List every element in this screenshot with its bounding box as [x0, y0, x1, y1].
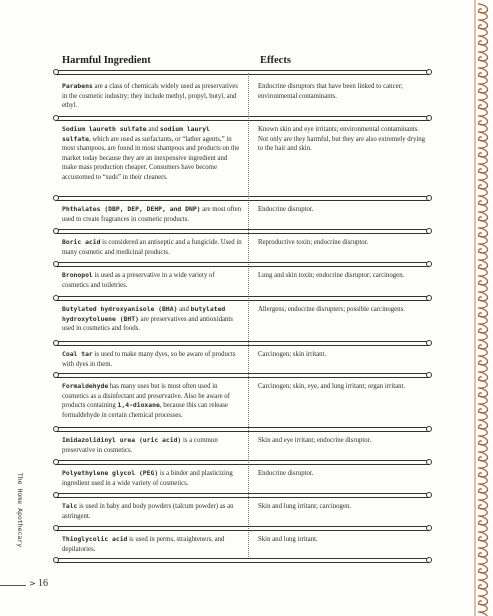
effect-cell: Carcinogen; skin irritant. [258, 351, 327, 358]
column-divider [248, 73, 249, 557]
effect-cell: Known skin and eye irritants; environmental contaminants. Not only are they harmful, but they are also extremely drying to the hair and skin. [258, 126, 426, 153]
row-rule [56, 526, 429, 531]
ingredient-cell: Polyethylene glycol (PEG) is a binder and plasticizing ingredient used in a wide variety of cosmetics. [62, 469, 233, 487]
header-ingredient: Harmful Ingredient [62, 55, 151, 66]
effect-cell: Reproductive toxin; endocrine disruptor. [258, 239, 369, 246]
row-rule [56, 341, 429, 346]
ingredient-cell: Coal tar is used to make many dyes, so be aware of products with dyes in them. [62, 350, 236, 368]
ingredient-cell: Imidazolidinyl urea (uric acid) is a common preservative in cosmetics. [62, 436, 218, 454]
effect-cell: Skin and lung irritant; carcinogen. [258, 503, 352, 510]
row-rule [56, 558, 429, 563]
row-rule [56, 196, 429, 201]
effect-cell: Skin and eye irritant; endocrine disruptor. [258, 437, 372, 444]
row-rule [56, 116, 429, 121]
row-rule [56, 373, 429, 378]
decorative-border [471, 0, 493, 616]
running-title: The Home Apothecary [16, 472, 24, 547]
row-rule [56, 493, 429, 498]
row-rule [56, 427, 429, 432]
ingredient-cell: Talc is used in baby and body powders (talcum powder) as an astringent. [62, 502, 234, 520]
effect-cell: Endocrine disruptors that have been linked to cancer; environmental contaminants. [258, 83, 403, 100]
ingredient-cell: Boric acid is considered an antiseptic and a fungicide. Used in many cosmetic and medicinal products. [62, 238, 242, 256]
effect-cell: Lung and skin toxin; endocrine disruptor; carcinogen. [258, 272, 405, 279]
effect-cell: Endocrine disruptor. [258, 470, 314, 477]
row-rule [56, 460, 429, 465]
ingredient-cell: Formaldehyde has many uses but is most often used in cosmetics as a disinfectant and preservative. Also be aware of products containing 1,4-dioxane, because this can release formaldehyde in certain chemical processes. [62, 382, 230, 419]
header-rule [56, 70, 429, 75]
header-effects: Effects [260, 55, 291, 66]
effect-cell: Carcinogen; skin, eye, and lung irritant; organ irritant. [258, 383, 406, 390]
ingredient-cell: Phthalates (DBP, DEP, DEHP, and DNP) are most often used to create fragrances in cosmetic products. [62, 205, 242, 223]
effect-cell: Skin and lung irritant. [258, 536, 318, 543]
ingredient-cell: Thioglycolic acid is used in perms, straighteners, and depilatories. [62, 535, 225, 553]
row-rule [56, 229, 429, 234]
ingredient-cell: Butylated hydroxyanisole (BHA) and butylated hydroxytoluene (BHT) are preservatives and antioxidants used in cosmetics and foods. [62, 305, 233, 333]
effect-cell: Endocrine disruptor. [258, 206, 314, 213]
page-number: > 16 [0, 579, 60, 593]
row-rule [56, 262, 429, 267]
ingredient-cell: Parabens are a class of chemicals widely used as preservatives in the cosmetic industry; they include methyl, propyl, butyl, and ethyl. [62, 82, 238, 110]
ingredient-cell: Sodium laureth sulfate and sodium lauryl sulfate, which are used as surfactants, or “lather agents,” in most shampoos, are found in most shampoos and products on the market today because they are an inexpensive ingredient and make mass production cheaper. Consumers have become accustomed to “suds” in their cleaners. [62, 125, 240, 181]
row-rule [56, 296, 429, 301]
ingredient-cell: Bronopol is used as a preservative in a wide variety of cosmetics and toiletries. [62, 271, 215, 289]
effect-cell: Allergens; endocrine disrupters; possible carcinogens. [258, 306, 405, 313]
